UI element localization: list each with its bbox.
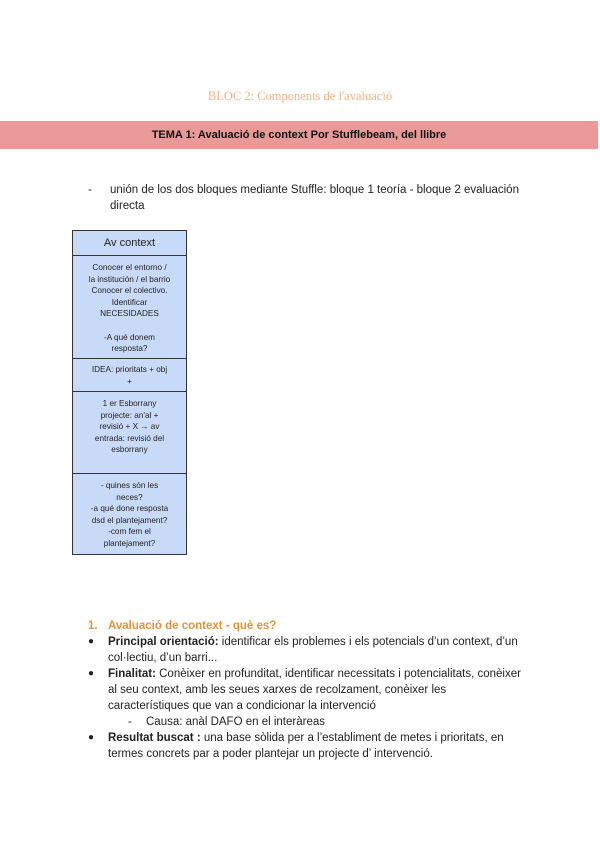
- list-item-body: identificar els problemes i els potencials d’un context, d’un col·lectiu, d’un barri...: [108, 636, 518, 664]
- list-item-label: Principal orientació:: [108, 636, 219, 648]
- list-item: [88, 730, 528, 762]
- bullet-icon: ●: [88, 668, 95, 679]
- context-table-cell: 1 er Esborrany projecte: an'al + revisió + X → av entrada: revisió del esborrany: [73, 391, 186, 473]
- sub-list-item: [128, 714, 528, 730]
- context-table-cell: Conocer el entorno / la institución / el barrio Conocer el colectivo. Identificar NECESIDADES -A qué donem resposta?: [73, 255, 186, 358]
- section-heading: [88, 618, 528, 634]
- intro-text: unión de los dos bloques mediante Stuffle: bloque 1 teoría - bloque 2 evaluación directa: [110, 184, 519, 212]
- section-number: 1.: [88, 620, 98, 632]
- sub-list-item-text: Causa: anàl DAFO en el interàreas: [146, 716, 325, 728]
- context-table-header: Av context: [73, 231, 186, 255]
- list-item-text: [108, 666, 528, 714]
- list-item: [88, 634, 528, 666]
- list-item-body: Conèixer en profunditat, identificar necessitats i potencialitats, conèixer al seu context, amb les seues xarxes de recolzament, conèixer les característiques que van a condicionar la intervenció: [108, 668, 521, 712]
- list-item-text: [108, 634, 528, 666]
- section-content: [88, 618, 528, 762]
- context-table-cell: IDEA: prioritats + obj +: [73, 358, 186, 391]
- bullet-icon: ●: [88, 636, 95, 647]
- section-title: Avaluació de context - què es?: [108, 620, 277, 632]
- list-item-text: [108, 730, 528, 762]
- bullet-icon: ●: [88, 732, 95, 743]
- context-table: [72, 230, 187, 555]
- dash-marker: -: [128, 716, 132, 728]
- context-table-cell: - quines són les neces? -a qué done resposta dsd el plantejament? -com fem el plantejament?: [73, 473, 186, 554]
- list-item: [88, 666, 528, 714]
- intro-list-item: [88, 182, 528, 214]
- list-item-label: Finalitat:: [108, 668, 156, 680]
- bloc-title: BLOC 2: Components de l'avaluació: [207, 89, 393, 103]
- list-item-label: Resultat buscat :: [108, 732, 201, 744]
- dash-marker: -: [88, 184, 92, 196]
- tema-banner: [0, 121, 598, 149]
- list-item-body: una base sòlida per a l’establiment de metes i prioritats, en termes concrets par a poder plantejar un projecte d’ intervenció.: [108, 732, 504, 760]
- tema-title: TEMA 1: Avaluació de context Por Stufflebeam, del llibre: [151, 129, 447, 141]
